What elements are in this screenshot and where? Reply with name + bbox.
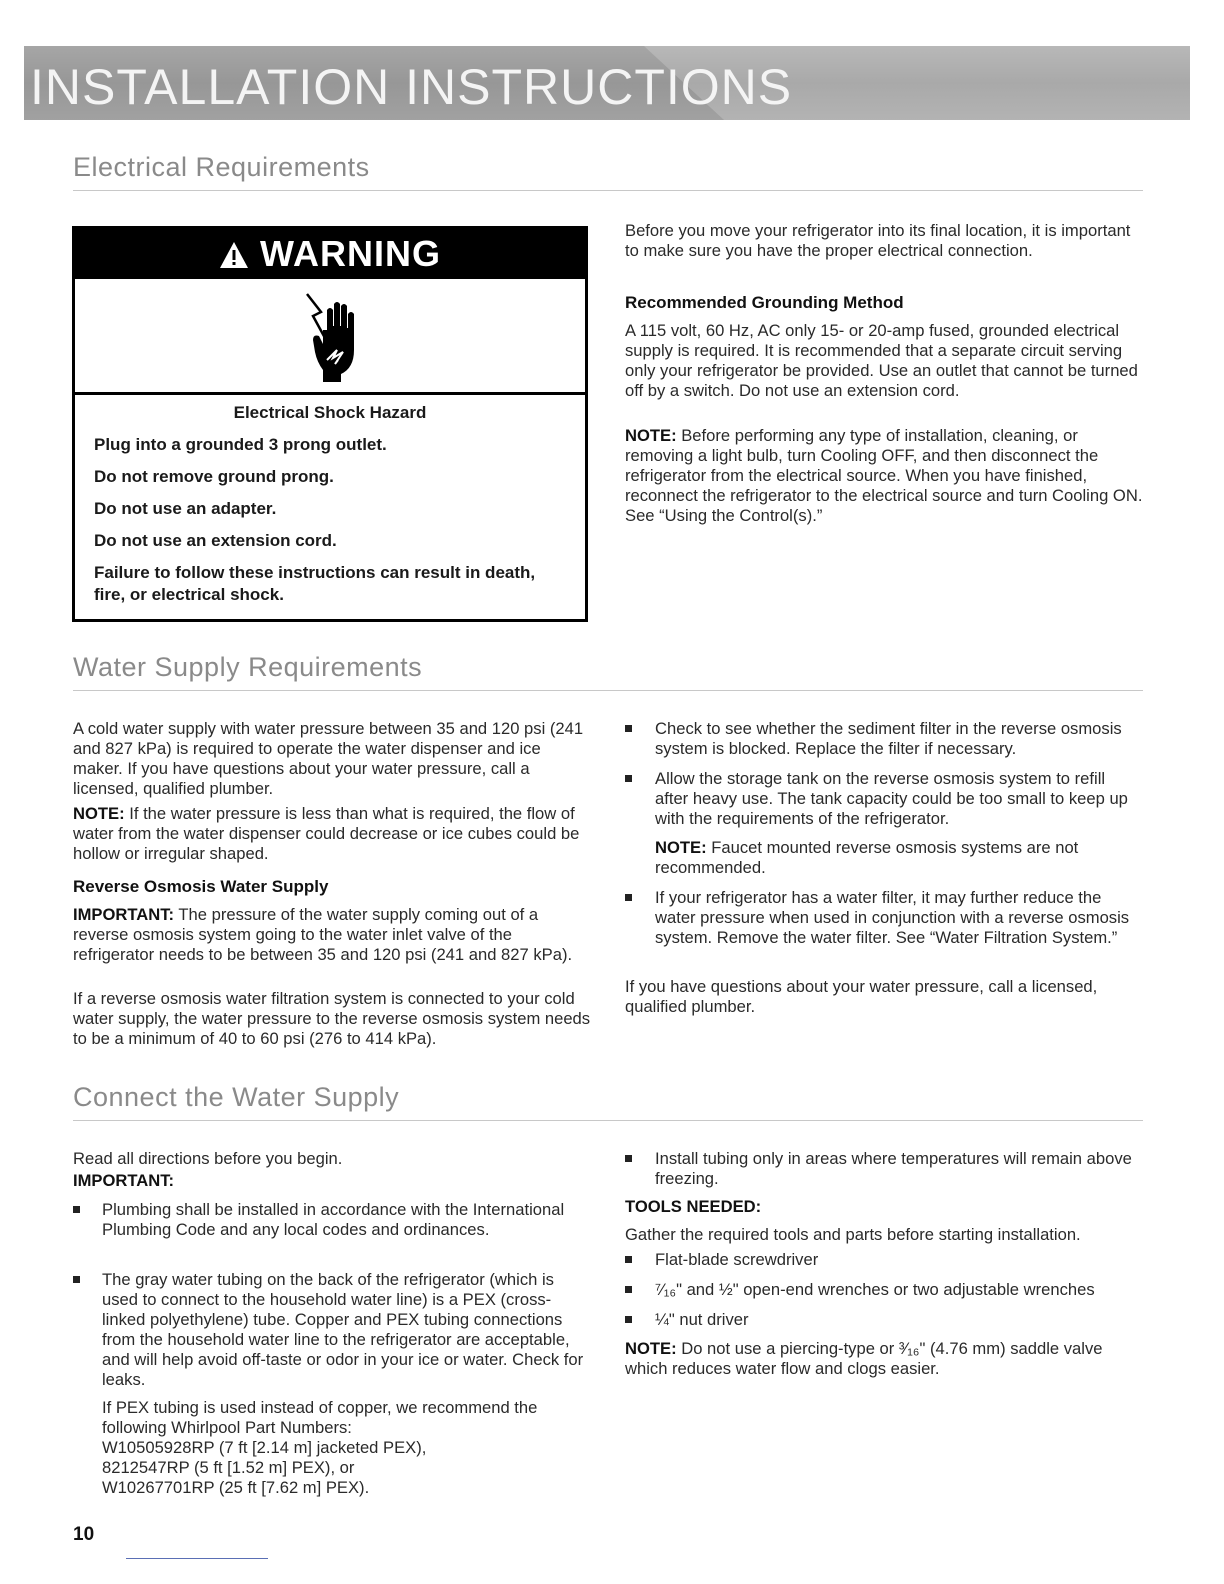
warning-hazard-title: Electrical Shock Hazard (233, 403, 427, 422)
list-item: Plumbing shall be installed in accordance with the International Plumbing Code and any local codes and ordinances. (102, 1200, 565, 1239)
important-label: IMPORTANT: (73, 905, 175, 924)
part-number: 8212547RP (5 ft [1.52 m] PEX), or (102, 1458, 355, 1477)
electrical-note (625, 426, 1145, 526)
tools-title: TOOLS NEEDED: (625, 1197, 762, 1216)
tool-item: Flat-blade screwdriver (655, 1250, 819, 1269)
list-item: Install tubing only in areas where temperatures will remain above freezing. (655, 1149, 1132, 1188)
section-title-electrical: Electrical Requirements (73, 152, 370, 182)
section-rule (73, 190, 1143, 191)
water-intro: A cold water supply with water pressure between 35 and 120 psi (241 and 827 kPa) is required to operate the water dispenser and ice maker. If you have questions about your water pressure, call a licensed, qualified plumber. (73, 719, 584, 798)
water-note (73, 804, 593, 864)
bullet-icon (73, 1276, 80, 1283)
bullet-icon (625, 1256, 632, 1263)
note-label: NOTE: (625, 1339, 677, 1358)
connect-intro: Read all directions before you begin. (73, 1149, 343, 1168)
note-text: If the water pressure is less than what is required, the flow of water from the water dispenser could decrease or ice cubes could be hollow or irregular shaped. (73, 804, 580, 863)
section-title-connect: Connect the Water Supply (73, 1082, 400, 1112)
note-label: NOTE: (73, 804, 125, 823)
section-rule (73, 690, 1143, 691)
connect-important (73, 1171, 174, 1191)
list-item: Check to see whether the sediment filter in the reverse osmosis system is blocked. Replace the filter if necessary. (655, 719, 1122, 758)
ro-subheading: Reverse Osmosis Water Supply (73, 877, 329, 896)
bullet-icon (73, 1206, 80, 1213)
bullet-icon (625, 1155, 632, 1162)
section-rule (73, 1120, 1143, 1121)
tools-intro: Gather the required tools and parts before starting installation. (625, 1225, 1081, 1244)
note-text: Do not use a piercing-type or ³⁄₁₆" (4.76 mm) saddle valve which reduces water flow and clogs easier. (625, 1339, 1103, 1378)
page-banner-title: INSTALLATION INSTRUCTIONS (30, 59, 793, 115)
bullet-note (655, 838, 1140, 878)
electrical-shock-hand-icon (303, 290, 363, 391)
bullet-icon (625, 775, 632, 782)
water-closing: If you have questions about your water pressure, call a licensed, qualified plumber. (625, 977, 1098, 1016)
bullet-icon (625, 1316, 632, 1323)
warning-consequence: fire, or electrical shock. (94, 585, 284, 604)
page-number: 10 (73, 1524, 95, 1545)
note-label: NOTE: (655, 838, 707, 857)
warning-line: Do not remove ground prong. (94, 467, 334, 486)
section-title-water: Water Supply Requirements (73, 652, 423, 682)
list-item: Allow the storage tank on the reverse osmosis system to refill after heavy use. The tank capacity could be too small to keep up with the requirements of the refrigerator. (655, 769, 1128, 828)
part-number: W10505928RP (7 ft [2.14 m] jacketed PEX), (102, 1438, 427, 1457)
warning-divider (75, 392, 585, 395)
warning-triangle-icon (219, 233, 260, 274)
warning-line: Do not use an extension cord. (94, 531, 337, 550)
important-label: IMPORTANT: (73, 1171, 175, 1190)
list-item: If your refrigerator has a water filter, it may further reduce the water pressure when used in conjunction with a reverse osmosis system. Remove the water filter. See “Water Filtration System.” (655, 888, 1130, 947)
part-number: W10267701RP (25 ft [7.62 m] PEX). (102, 1478, 370, 1497)
electrical-intro: Before you move your refrigerator into its final location, it is important to make sure you have the proper electrical connection. (625, 221, 1131, 260)
grounding-text: A 115 volt, 60 Hz, AC only 15- or 20-amp fused, grounded electrical supply is required. It is recommended that a separate circuit serving only your refrigerator be provided. Use an outlet that cannot be turned off by a switch. Do not use an extension cord. (625, 321, 1138, 400)
bullet-icon (625, 894, 632, 901)
warning-title: WARNING (260, 233, 441, 274)
warning-line: Do not use an adapter. (94, 499, 277, 518)
list-item: The gray water tubing on the back of the refrigerator (which is used to connect to the household water line) is a PEX (cross-linked polyethylene) tube. Copper and PEX tubing connections from the household water line to the refrigerator are acceptable, and will help avoid off-taste or odor in your ice or water. Check for leaks. (102, 1270, 584, 1389)
tool-item: ¼" nut driver (655, 1310, 749, 1329)
tool-item: ⁷⁄₁₆" and ½" open-end wrenches or two adjustable wrenches (655, 1280, 1095, 1299)
note-label: NOTE: (625, 426, 677, 445)
tools-heading (625, 1197, 761, 1217)
note-text: Faucet mounted reverse osmosis systems are not recommended. (655, 838, 1079, 877)
bullet-icon (625, 1286, 632, 1293)
grounding-subheading: Recommended Grounding Method (625, 293, 904, 312)
note-text: Before performing any type of installation, cleaning, or removing a light bulb, turn Cooling OFF, and then disconnect the refrigerator from the electrical source. When you have finished, reconnect the refrigerator to the electrical source and turn Cooling ON. See “Using the Control(s).” (625, 426, 1143, 525)
ro-text: If a reverse osmosis water filtration system is connected to your cold water supply, the water pressure to the reverse osmosis system needs to be a minimum of 40 to 60 psi (276 to 414 kPa). (73, 989, 591, 1048)
bullet-icon (625, 725, 632, 732)
tools-note (625, 1339, 1145, 1379)
warning-header (75, 229, 585, 279)
important-text: The pressure of the water supply coming out of a reverse osmosis system going to the water inlet valve of the refrigerator needs to be between 35 and 120 psi (241 and 827 kPa). (73, 905, 573, 964)
warning-line: Plug into a grounded 3 prong outlet. (94, 435, 387, 454)
ro-important (73, 905, 593, 965)
warning-consequence: Failure to follow these instructions can result in death, (94, 563, 536, 582)
pex-text: If PEX tubing is used instead of copper, we recommend the following Whirlpool Part Numbers: (102, 1398, 538, 1437)
footer-link-line (126, 1558, 268, 1559)
